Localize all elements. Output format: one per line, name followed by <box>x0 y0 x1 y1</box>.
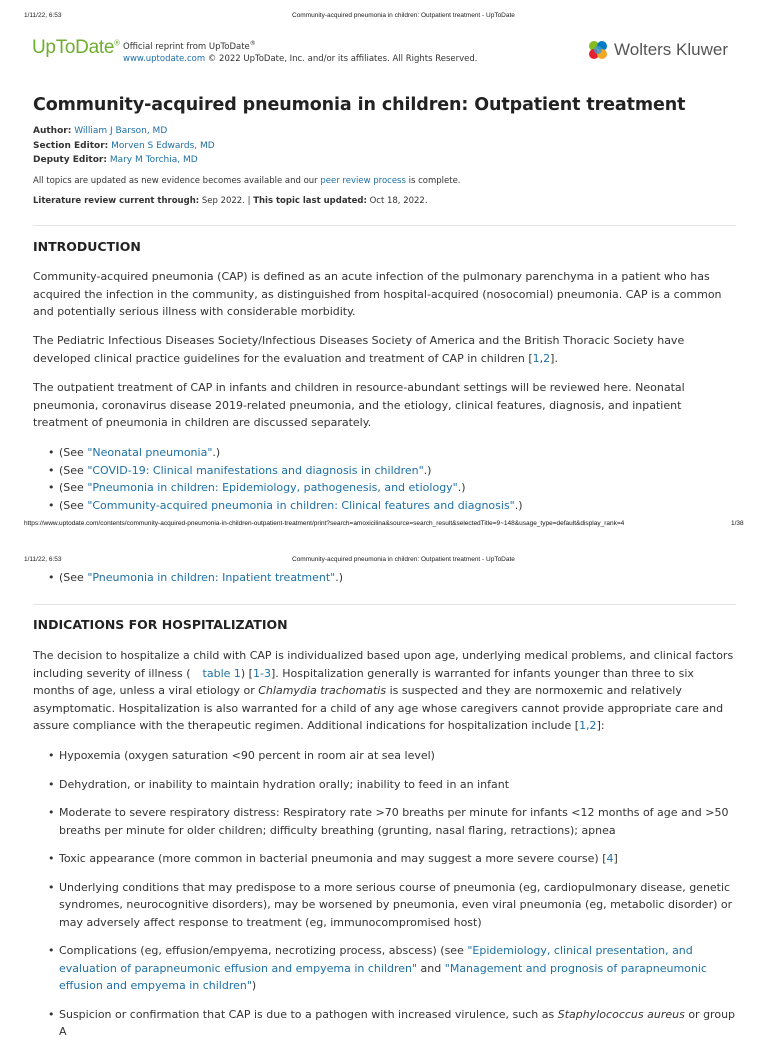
section-editor-link[interactable]: Morven S Edwards, MD <box>111 140 215 151</box>
hosp-text-c: ]. Hospitalization generally is warranted for infants younger than three to six months of age, unless a viral etiology or <box>33 666 694 697</box>
hospitalization-indications-list <box>33 747 737 1041</box>
list-item: • Moderate to severe respiratory distress: Respiratory rate >70 breaths per minute for infants <12 months of age and >50 breaths per minute for older children; difficulty breathing (grunting, nasal flaring, retractions); apnea <box>33 804 737 839</box>
divider <box>33 604 736 605</box>
update-text: All topics are updated as new evidence becomes available and our <box>33 176 321 186</box>
table-1-link[interactable]: table 1 <box>202 666 241 680</box>
author-label: Author: <box>33 126 72 136</box>
page-title: Community-acquired pneumonia in children: Outpatient treatment <box>33 95 686 115</box>
see-suffix: .) <box>335 571 343 584</box>
contributors <box>33 124 215 168</box>
reprint-notice: Official reprint from UpToDate® www.uptodate.com © 2022 UpToDate, Inc. and/or its affiliates. All Rights Reserved. <box>123 40 478 64</box>
print-header-title: Community-acquired pneumonia in children: Outpatient treatment - UpToDate <box>292 12 515 19</box>
b7-text: Suspicion or confirmation that CAP is due to a pathogen with increased virulence, such as <box>59 1007 558 1021</box>
topic-updated-label: This topic last updated: <box>253 196 367 206</box>
introduction-heading: INTRODUCTION <box>33 239 141 254</box>
covid-19-link[interactable]: "COVID-19: Clinical manifestations and diagnosis in children" <box>87 463 424 477</box>
see-also-list-continued <box>33 569 737 587</box>
see-suffix: .) <box>457 481 466 494</box>
b4-text: Toxic appearance (more common in bacterial pneumonia and may suggest a more severe course) [ <box>59 852 607 865</box>
see-prefix: (See <box>59 571 88 584</box>
hospitalization-paragraph <box>33 647 737 735</box>
b7-end: or group A <box>59 1007 736 1038</box>
see-prefix: (See <box>59 481 88 494</box>
b4-end: ] <box>613 852 618 865</box>
ref-link-4[interactable]: 4 <box>606 852 614 865</box>
deputy-editor-label: Deputy Editor: <box>33 155 107 165</box>
print-header-date: 1/11/22, 6:53 <box>24 556 62 563</box>
section-editor-label: Section Editor: <box>33 140 109 151</box>
hosp-text-e: ]: <box>596 719 605 732</box>
see-suffix: .) <box>423 463 432 477</box>
print-footer-page: 1/38 <box>731 520 744 527</box>
hospitalization-heading: INDICATIONS FOR HOSPITALIZATION <box>33 617 288 632</box>
list-item <box>33 444 737 462</box>
list-item <box>33 462 737 480</box>
see-suffix: .) <box>212 446 221 459</box>
list-item <box>33 850 737 868</box>
wolters-kluwer-globe-icon <box>586 38 610 62</box>
see-prefix: (See <box>59 498 88 512</box>
list-item <box>33 497 737 515</box>
reprint-line: Official reprint from UpToDate <box>123 41 250 52</box>
ref-link-1[interactable]: 1 <box>532 351 540 365</box>
wolters-kluwer-logo: Wolters Kluwer <box>614 40 728 59</box>
hosp-text-a: The decision to hospitalize a child with CAP is individualized based upon age, underlying medical problems, and clinical factors including severity of illness ( <box>33 649 734 680</box>
list-item: • Hypoxemia (oxygen saturation <90 percent in room air at sea level) <box>33 747 737 765</box>
intro-p2-text: The Pediatric Infectious Diseases Society/Infectious Diseases Society of America and the British Thoracic Society have developed clinical practice guidelines for the evaluation and treatment of CAP in children [ <box>33 334 685 365</box>
effusion-evaluation-link[interactable]: "Epidemiology, clinical presentation, and evaluation of parapneumonic effusion and empyema in children" <box>59 944 693 975</box>
staph-term: Staphylococcus aureus <box>557 1007 685 1021</box>
list-item <box>33 479 737 497</box>
list-item <box>33 942 737 995</box>
print-header-title: Community-acquired pneumonia in children: Outpatient treatment - UpToDate <box>292 556 515 563</box>
inpatient-treatment-link[interactable]: "Pneumonia in children: Inpatient treatment" <box>87 571 336 584</box>
intro-paragraph-2 <box>33 332 737 367</box>
divider <box>33 225 736 226</box>
see-also-list <box>33 444 737 514</box>
deputy-editor-link[interactable]: Mary M Torchia, MD <box>109 155 198 165</box>
review-dates <box>33 194 428 209</box>
lit-review-label: Literature review current through: <box>33 196 200 206</box>
lit-review-value: Sep 2022. | <box>199 196 254 206</box>
topic-updated-value: Oct 18, 2022. <box>366 196 428 206</box>
epidemiology-link[interactable]: "Pneumonia in children: Epidemiology, pathogenesis, and etiology" <box>87 481 458 494</box>
peer-review-link[interactable]: peer review process <box>320 176 406 186</box>
update-text-end: is complete. <box>405 176 461 186</box>
see-prefix: (See <box>59 463 88 477</box>
clinical-features-link[interactable]: "Community-acquired pneumonia in children: Clinical features and diagnosis" <box>87 498 515 512</box>
intro-paragraph-1: Community-acquired pneumonia (CAP) is defined as an acute infection of the pulmonary parenchyma in a patient who has acquired the infection in the community, as distinguished from hospital-acquired (nosocomial) pneumonia. CAP is a common and potentially serious illness with considerable morbidity. <box>33 270 722 318</box>
copyright-text: © 2022 UpToDate, Inc. and/or its affiliates. All Rights Reserved. <box>207 53 478 64</box>
b6-text: Complications (eg, effusion/empyema, necrotizing process, abscess) (see <box>59 944 468 957</box>
print-header-date: 1/11/22, 6:53 <box>24 12 62 19</box>
see-prefix: (See <box>59 446 88 459</box>
ref-link-2[interactable]: 2 <box>543 351 551 365</box>
uptodate-link[interactable]: www.uptodate.com <box>123 53 206 64</box>
chlamydia-term: Chlamydia trachomatis <box>258 684 387 697</box>
b6-end: ) <box>251 979 257 992</box>
update-notice <box>33 174 461 189</box>
list-item: • Underlying conditions that may predispose to a more serious course of pneumonia (eg, cardiopulmonary disease, genetic syndromes, neurocognitive disorders), may be worsened by pneumonia, even viral pneumonia (eg, metabolic disorder) or may adversely affect response to treatment (eg, immunocompromised host) <box>33 879 737 932</box>
ref-link-1-3[interactable]: 1-3 <box>252 666 271 680</box>
intro-p2-end: ]. <box>550 351 558 365</box>
print-footer-url: https://www.uptodate.com/contents/community-acquired-pneumonia-in-children-outpatient-treatment/print?search=amoxicilina&source=search_result&selectedTitle=9~148&usage_type=default&display_rank=4 <box>24 520 625 527</box>
uptodate-logo: UpToDate® <box>32 37 120 58</box>
b6-mid: and <box>417 961 445 975</box>
hosp-text-d: is suspected and they are normoxemic and relatively asymptomatic. Hospitalization is also warranted for a child of any age whose caregivers cannot provide appropriate care and assure compliance with the therapeutic regimen. Additional indications for hospitalization include [ <box>33 684 724 732</box>
intro-paragraph-3: The outpatient treatment of CAP in infants and children in resource-abundant settings will be reviewed here. Neonatal pneumonia, coronavirus disease 2019-related pneumonia, and the etiology, clinical features, diagnosis, and inpatient treatment of pneumonia in children are discussed separately. <box>33 381 685 429</box>
neonatal-pneumonia-link[interactable]: "Neonatal pneumonia" <box>87 446 213 459</box>
author-link[interactable]: William J Barson, MD <box>74 126 168 136</box>
effusion-management-link[interactable]: "Management and prognosis of parapneumonic effusion and empyema in children" <box>59 961 707 992</box>
ref-link-1-2[interactable]: 1,2 <box>579 719 597 732</box>
list-item: • Dehydration, or inability to maintain hydration orally; inability to feed in an infant <box>33 776 737 794</box>
see-suffix: .) <box>514 498 523 512</box>
list-item <box>33 1006 737 1041</box>
hosp-text-b: ) [ <box>240 666 253 680</box>
ref-separator: , <box>539 351 544 365</box>
list-item <box>33 569 737 587</box>
